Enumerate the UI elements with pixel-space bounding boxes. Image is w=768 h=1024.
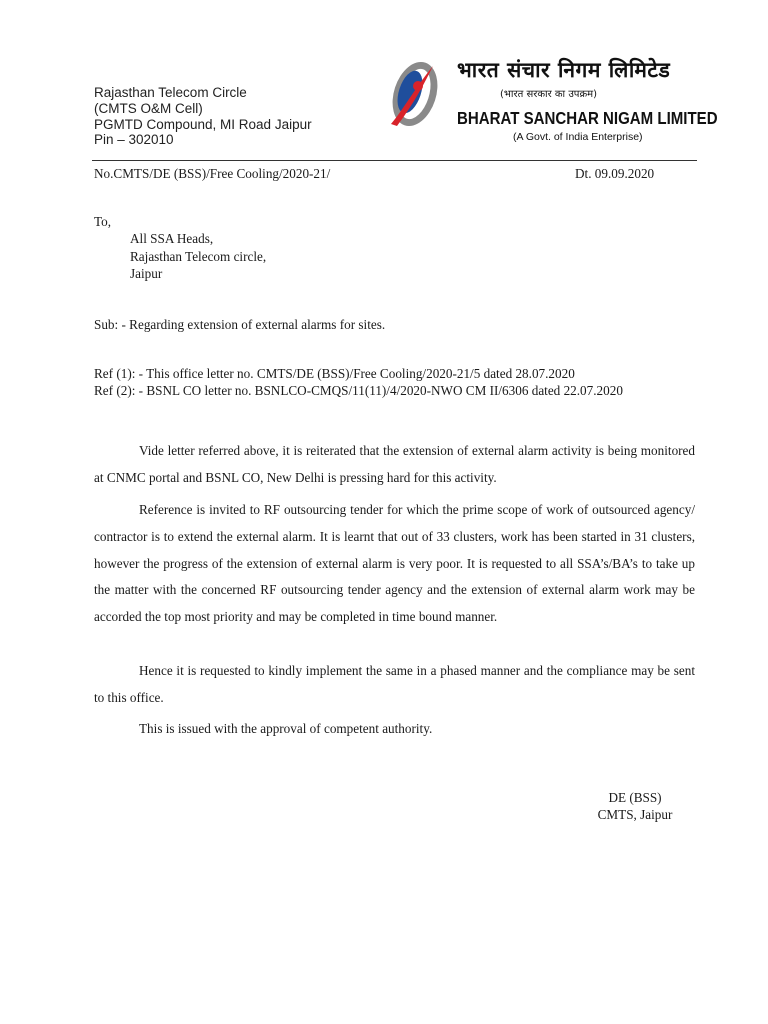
letterhead-address <box>94 85 312 148</box>
body-paragraph: Hence it is requested to kindly implement the same in a phased manner and the compliance may be sent to this office. <box>94 663 695 705</box>
salutation: To, <box>94 214 112 229</box>
address-line: Pin – 302010 <box>94 132 174 148</box>
address-line: PGMTD Compound, MI Road Jaipur <box>94 116 312 132</box>
address-line: Rajasthan Telecom Circle <box>94 85 247 100</box>
reference-number: No.CMTS/DE (BSS)/Free Cooling/2020-21/ <box>94 166 331 181</box>
reference-2: Ref (2): - BSNL CO letter no. BSNLCO-CMQS/11(11)/4/2020-NWO CM II/6306 dated 22.07.2020 <box>94 383 623 398</box>
subject-line: Sub: - Regarding extension of external alarms for sites. <box>94 317 386 332</box>
letter-date: Dt. 09.09.2020 <box>575 166 655 181</box>
body-paragraph: Reference is invited to RF outsourcing tender for which the prime scope of work of outsourced agency/ contractor is to extend the external alarm. It is learnt that out of 33 clusters, work has been started in 31 clusters, however the progress of the extension of external alarm is very poor. It is requested to all SSA’s/BA’s to take up the matter with the concerned RF outsourcing tender agency and the extension of external alarm work may be accorded the top most priority and may be completed in time bound manner. <box>94 502 695 625</box>
org-name-hindi: भारत संचार निगम लिमिटेड <box>457 58 671 82</box>
reference-1: Ref (1): - This office letter no. CMTS/DE (BSS)/Free Cooling/2020-21/5 dated 28.07.2020 <box>94 366 575 381</box>
recipient-line: Jaipur <box>130 266 163 281</box>
org-subtitle-english: (A Govt. of India Enterprise) <box>513 131 643 143</box>
body-paragraph: Vide letter referred above, it is reiterated that the extension of external alarm activity is being monitored at CNMC portal and BSNL CO, New Delhi is pressing hard for this activity. <box>94 443 695 485</box>
org-name-english: BHARAT SANCHAR NIGAM LIMITED <box>457 108 718 128</box>
recipient-line: All SSA Heads, <box>130 231 214 246</box>
recipient-block <box>130 230 266 283</box>
header-divider <box>92 160 697 161</box>
recipient-line: Rajasthan Telecom circle, <box>130 248 267 264</box>
bsnl-logo-icon <box>385 52 441 136</box>
signatory-designation: DE (BSS) <box>608 790 662 805</box>
signatory-office: CMTS, Jaipur <box>597 807 673 822</box>
address-line: (CMTS O&M Cell) <box>94 100 203 116</box>
org-subtitle-hindi: (भारत सरकार का उपक्रम) <box>500 89 598 100</box>
body-paragraph: This is issued with the approval of competent authority. <box>139 721 433 736</box>
